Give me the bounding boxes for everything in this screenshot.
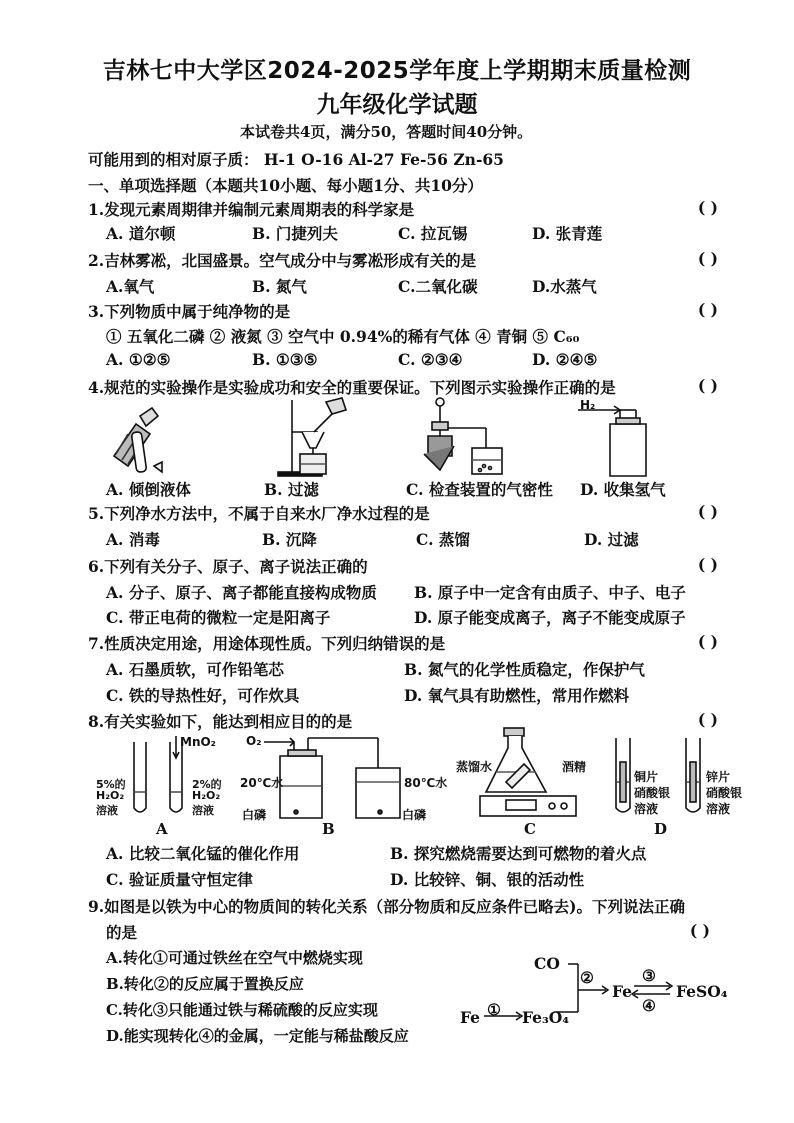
answer-blank: ( ): [697, 710, 718, 729]
copper-label: 铜片: [634, 770, 659, 784]
answer-blank: ( ): [697, 502, 718, 521]
q7-option-d: D. 氧气具有助燃性，常用作燃料: [404, 686, 630, 705]
question-2-stem: 2.吉林雾凇，北国盛景。空气成分中与雾凇形成有关的是: [88, 251, 477, 270]
alcohol-label: 酒精: [562, 760, 587, 774]
q3-items: ① 五氧化二磷 ② 液氮 ③ 空气中 0.94%的稀有气体 ④ 青铜 ⑤ C₆₀: [106, 327, 580, 346]
left-tube-label-3: 溶液: [96, 804, 118, 817]
fe3o4-label: Fe₃O₄: [522, 1008, 570, 1027]
q1-option-a: A. 道尔顿: [106, 224, 176, 243]
q6-option-d: D. 原子能变成离子，离子不能变成原子: [414, 608, 686, 627]
question-6-stem: 6.下列有关分子、原子、离子说法正确的: [88, 557, 368, 576]
distilled-water-label: 蒸馏水: [456, 760, 493, 774]
o2-label: O₂: [246, 734, 262, 748]
white-phosphorus-2-label: 白磷: [402, 808, 427, 822]
answer-blank: ( ): [697, 376, 718, 395]
q3-option-a: A. ①②⑤: [106, 350, 171, 369]
q4-option-d: D. 收集氢气: [580, 480, 666, 499]
arrow-4-label: ④: [642, 996, 656, 1015]
arrow-2-label: ②: [580, 968, 594, 987]
q5-option-d: D. 过滤: [584, 530, 639, 549]
h2-label: H₂: [580, 398, 596, 412]
question-8-stem: 8.有关实验如下，能达到相应目的的是: [88, 712, 353, 731]
question-4-stem: 4.规范的实验操作是实验成功和安全的重要保证。下列图示实验操作正确的是: [88, 378, 616, 397]
feso4-label: FeSO₄: [676, 982, 728, 1001]
question-9-stem: 9.如图是以铁为中心的物质间的转化关系（部分物质和反应条件已略去)。下列说法正确: [88, 897, 686, 916]
q4-option-b: B. 过滤: [264, 480, 319, 499]
q1-option-b: B. 门捷列夫: [252, 224, 338, 243]
q6-option-c: C. 带正电荷的微粒一定是阳离子: [106, 608, 331, 627]
right-tube-label-3: 溶液: [192, 804, 214, 817]
mno2-label: MnO₂: [180, 735, 216, 749]
figure-airtightness: [424, 396, 514, 478]
q5-option-c: C. 蒸馏: [416, 530, 470, 549]
q9-option-a: A.转化①可通过铁丝在空气中燃烧实现: [106, 949, 363, 967]
question-5-stem: 5.下列净水方法中，不属于自来水厂净水过程的是: [88, 504, 430, 523]
q9-option-b: B.转化②的反应属于置换反应: [106, 975, 304, 993]
q1-option-d: D. 张青莲: [532, 224, 603, 243]
left-tube-label-1: 5%的: [96, 778, 126, 791]
question-7-stem: 7.性质决定用途，用途体现性质。下列归纳错误的是: [88, 634, 446, 653]
q3-option-d: D. ②④⑤: [532, 350, 598, 369]
q4-option-a: A. 倾倒液体: [106, 480, 191, 499]
q5-option-b: B. 沉降: [262, 530, 317, 549]
q8-option-d: D. 比较锌、铜、银的活动性: [390, 870, 585, 889]
arrow-1-label: ①: [487, 1000, 501, 1019]
answer-blank: ( ): [689, 921, 710, 940]
figure-8d-metal-activity: [608, 736, 718, 822]
question-1-stem: 1.发现元素周期律并编制元素周期表的科学家是: [88, 200, 415, 219]
zinc-label: 锌片: [706, 770, 731, 784]
q9-option-d: D.能实现转化④的金属，一定能与稀盐酸反应: [106, 1027, 409, 1045]
q2-option-d: D.水蒸气: [532, 277, 597, 296]
answer-blank: ( ): [697, 632, 718, 651]
silver-nitrate-1-label-1: 硝酸银: [634, 786, 671, 800]
co-label: CO: [534, 954, 560, 973]
q8-option-a: A. 比较二氧化锰的催化作用: [106, 844, 300, 863]
left-tube-label-2: H₂O₂: [96, 789, 125, 802]
q6-option-a: A. 分子、原子、离子都能直接构成物质: [106, 583, 377, 602]
q1-option-c: C. 拉瓦锡: [398, 224, 468, 243]
q6-option-b: B. 原子中一定含有由质子、中子、电子: [414, 583, 686, 602]
q7-option-b: B. 氮气的化学性质稳定，作保护气: [404, 660, 645, 679]
right-tube-label-1: 2%的: [192, 778, 222, 791]
exam-title: 吉林七中大学区2024-2025学年度上学期期末质量检测: [102, 58, 692, 84]
right-tube-label-2: H₂O₂: [192, 789, 221, 802]
q8-option-b: B. 探究燃烧需要达到可燃物的着火点: [390, 844, 647, 863]
q2-option-c: C.二氧化碳: [398, 277, 478, 296]
q7-option-a: A. 石墨质软，可作铅笔芯: [106, 660, 284, 679]
answer-blank: ( ): [697, 198, 718, 217]
fe-mid-label: Fe: [612, 982, 633, 1001]
figure-8d-caption: D: [654, 820, 668, 838]
q2-option-a: A.氧气: [106, 277, 155, 296]
figure-filtration: [272, 398, 352, 478]
q5-option-a: A. 消毒: [106, 530, 160, 549]
question-9-stem-cont: 的是: [106, 923, 138, 942]
silver-nitrate-2-label-2: 溶液: [706, 802, 731, 816]
atomic-masses: 可能用到的相对原子质： H-1 O-16 Al-27 Fe-56 Zn-65: [88, 150, 504, 169]
q9-option-c: C.转化③只能通过铁与稀硫酸的反应实现: [106, 1001, 378, 1019]
figure-8c-caption: C: [524, 820, 536, 838]
q2-option-b: B. 氮气: [252, 277, 307, 296]
silver-nitrate-1-label-2: 溶液: [634, 802, 659, 816]
figure-pouring-liquid: [106, 404, 186, 476]
exam-subtitle: 九年级化学试题: [316, 92, 478, 118]
water-80-label: 80℃水: [404, 776, 448, 790]
white-phosphorus-1-label: 白磷: [242, 808, 267, 822]
arrow-3-label: ③: [642, 966, 656, 985]
answer-blank: ( ): [697, 249, 718, 268]
water-20-label: 20℃水: [240, 776, 284, 790]
answer-blank: ( ): [697, 300, 718, 319]
q7-option-c: C. 铁的导热性好，可作炊具: [106, 686, 300, 705]
exam-note: 本试卷共4页，满分50，答题时间40分钟。: [240, 123, 533, 141]
figure-8b-caption: B: [322, 820, 335, 838]
question-3-stem: 3.下列物质中属于纯净物的是: [88, 302, 291, 321]
fe-left-label: Fe: [460, 1008, 481, 1027]
q8-option-c: C. 验证质量守恒定律: [106, 870, 253, 889]
answer-blank: ( ): [697, 555, 718, 574]
q4-option-c: C. 检查装置的气密性: [406, 480, 553, 499]
q3-option-c: C. ②③④: [398, 350, 463, 369]
q3-option-b: B. ①③⑤: [252, 350, 318, 369]
figure-8a-caption: A: [156, 820, 168, 838]
silver-nitrate-2-label-1: 硝酸银: [706, 786, 743, 800]
section-heading: 一、单项选择题（本题共10小题、每小题1分、共10分）: [88, 176, 483, 195]
